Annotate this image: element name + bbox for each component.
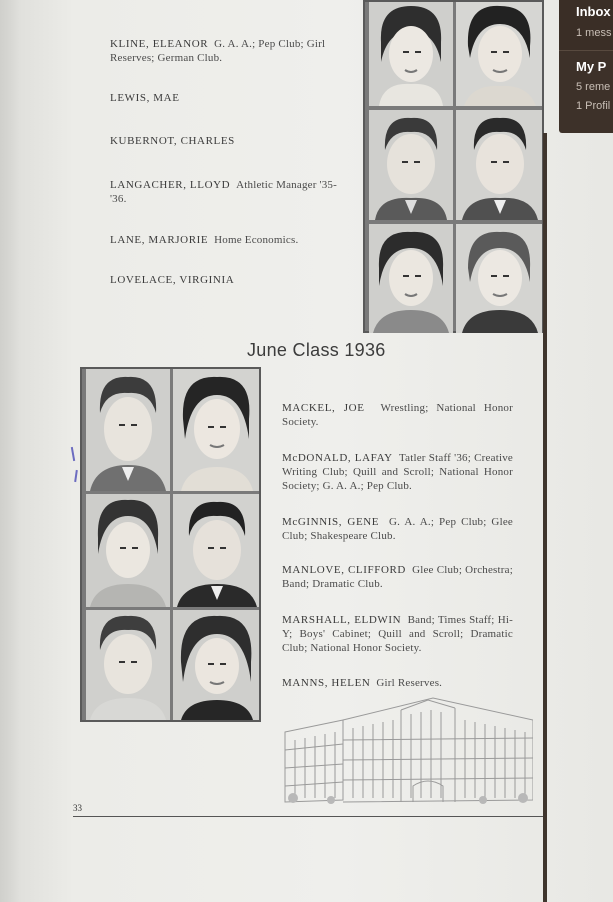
student-entry [282,515,513,543]
portrait-photo [369,224,453,333]
student-entry [110,178,342,206]
student-name: MANLOVE, CLIFFORD [282,564,406,576]
section-title: June Class 1936 [247,340,386,360]
student-activities: Band; Times Staff; Hi-Y; Boys' Cabinet; Quill and Scroll; Dramatic Club; National Honor Society. [282,614,513,654]
student-entry [110,273,342,287]
portrait-photo [369,110,453,220]
bottom-rule [73,816,543,817]
notification-subtitle: 5 reme [576,81,611,93]
student-name: KUBERNOT, CHARLES [110,135,235,147]
student-entry [282,613,513,655]
student-name: MACKEL, JOE [282,402,365,414]
student-activities: Glee Club; Orchestra; Band; Dramatic Club. [282,564,513,590]
student-entry [110,37,342,65]
portrait-photo [86,369,170,491]
portrait-photo [369,2,453,106]
portrait-photo [456,110,542,220]
student-entry [110,134,342,148]
student-activities: Athletic Manager '35-'36. [110,179,337,205]
student-entry [282,563,513,591]
student-activities: Wrestling; National Honor Society. [282,402,513,428]
student-name: MANNS, HELEN [282,677,371,689]
student-name: LANGACHER, LLOYD [110,179,231,191]
top-photo-grid [363,0,544,333]
student-entry [110,233,342,247]
portrait-photo [173,610,259,720]
student-name: KLINE, ELEANOR [110,38,209,50]
notification-profile[interactable] [559,50,613,133]
student-name: MARSHALL, ELDWIN [282,614,402,626]
portrait-photo [456,2,542,106]
student-name: LEWIS, MAE [110,92,180,104]
notification-subtitle: 1 mess [576,27,612,39]
page-number: 33 [73,803,82,813]
page-edge-shadow [0,0,20,902]
notification-inbox[interactable] [559,0,613,50]
ink-mark [71,447,75,461]
student-activities: Girl Reserves. [376,677,443,689]
notification-panel [559,0,613,133]
portrait-photo [173,494,259,607]
bottom-photo-grid [80,367,261,722]
notification-subtitle-secondary: 1 Profil [576,100,611,112]
student-entry [110,91,342,105]
overlay-frame-border [543,133,547,902]
student-name: McGINNIS, GENE [282,516,380,528]
portrait-photo [86,494,170,607]
portrait-photo [456,224,542,333]
notification-title: Inbox [576,4,611,19]
student-activities: Home Economics. [214,234,299,246]
school-building-sketch-icon [283,690,533,808]
notification-title: My P [576,59,607,74]
student-activities: Tatler Staff '36; Creative Writing Club; Quill and Scroll; National Honor Society; G. A. A.; Pep Club. [282,452,513,492]
student-entry [282,451,513,493]
portrait-photo [86,610,170,720]
student-name: LANE, MARJORIE [110,234,209,246]
portrait-photo [173,369,259,491]
ink-mark [74,470,78,482]
student-name: McDONALD, LAFAY [282,452,393,464]
student-name: LOVELACE, VIRGINIA [110,274,235,286]
student-entry [282,676,513,690]
student-entry [282,401,513,429]
student-activities: G. A. A.; Pep Club; Girl Reserves; German Club. [110,38,326,64]
student-activities: G. A. A.; Pep Club; Glee Club; Shakespeare Club. [282,516,513,542]
